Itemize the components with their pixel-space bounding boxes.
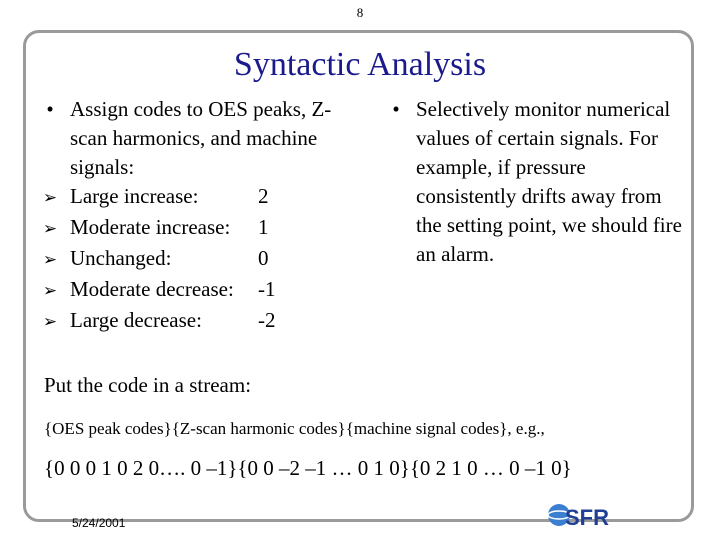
code-label: Large increase: [70,184,199,208]
left-column [30,95,350,337]
code-value: -1 [258,277,276,301]
intro-text: Assign codes to OES peaks, Z-scan harmonics, and machine signals: [70,97,332,179]
bullet-dot-icon: • [46,97,54,121]
logo-text: SFR [565,505,609,530]
code-label: Large decrease: [70,308,202,332]
stream-heading: Put the code in a stream: [44,373,252,397]
slide-title: Syntactic Analysis [233,46,487,83]
code-item [30,182,350,213]
bullet-dot-icon: • [392,97,400,121]
code-label: Moderate decrease: [70,277,234,301]
code-value: 0 [258,246,269,270]
monitor-bullet [376,95,686,269]
right-column [376,95,686,269]
code-value: -2 [258,308,276,332]
code-item [30,275,350,306]
stream-example: {0 0 0 1 0 2 0…. 0 –1}{0 0 –2 –1 … 0 1 0}{0 2 1 0 … 0 –1 0} [44,456,572,480]
code-label: Unchanged: [70,246,172,270]
arrow-bullet-icon: ➢ [42,250,58,270]
intro-bullet [30,95,350,182]
code-value: 1 [258,215,269,239]
page-number: 8 [356,5,364,20]
code-value: 2 [258,184,269,208]
arrow-bullet-icon: ➢ [42,219,58,239]
code-item [30,306,350,337]
arrow-bullet-icon: ➢ [42,281,58,301]
stream-description: {OES peak codes}{Z-scan harmonic codes}{machine signal codes}, e.g., [44,419,545,438]
code-item [30,244,350,275]
arrow-bullet-icon: ➢ [42,188,58,208]
arrow-bullet-icon: ➢ [42,312,58,332]
monitor-text: Selectively monitor numerical values of certain signals. For example, if pressure consistently drifts away from the setting point, we should fire an alarm. [416,97,682,266]
code-item [30,213,350,244]
code-label: Moderate increase: [70,215,231,239]
sfr-logo [545,498,635,530]
footer-date: 5/24/2001 [72,516,126,530]
